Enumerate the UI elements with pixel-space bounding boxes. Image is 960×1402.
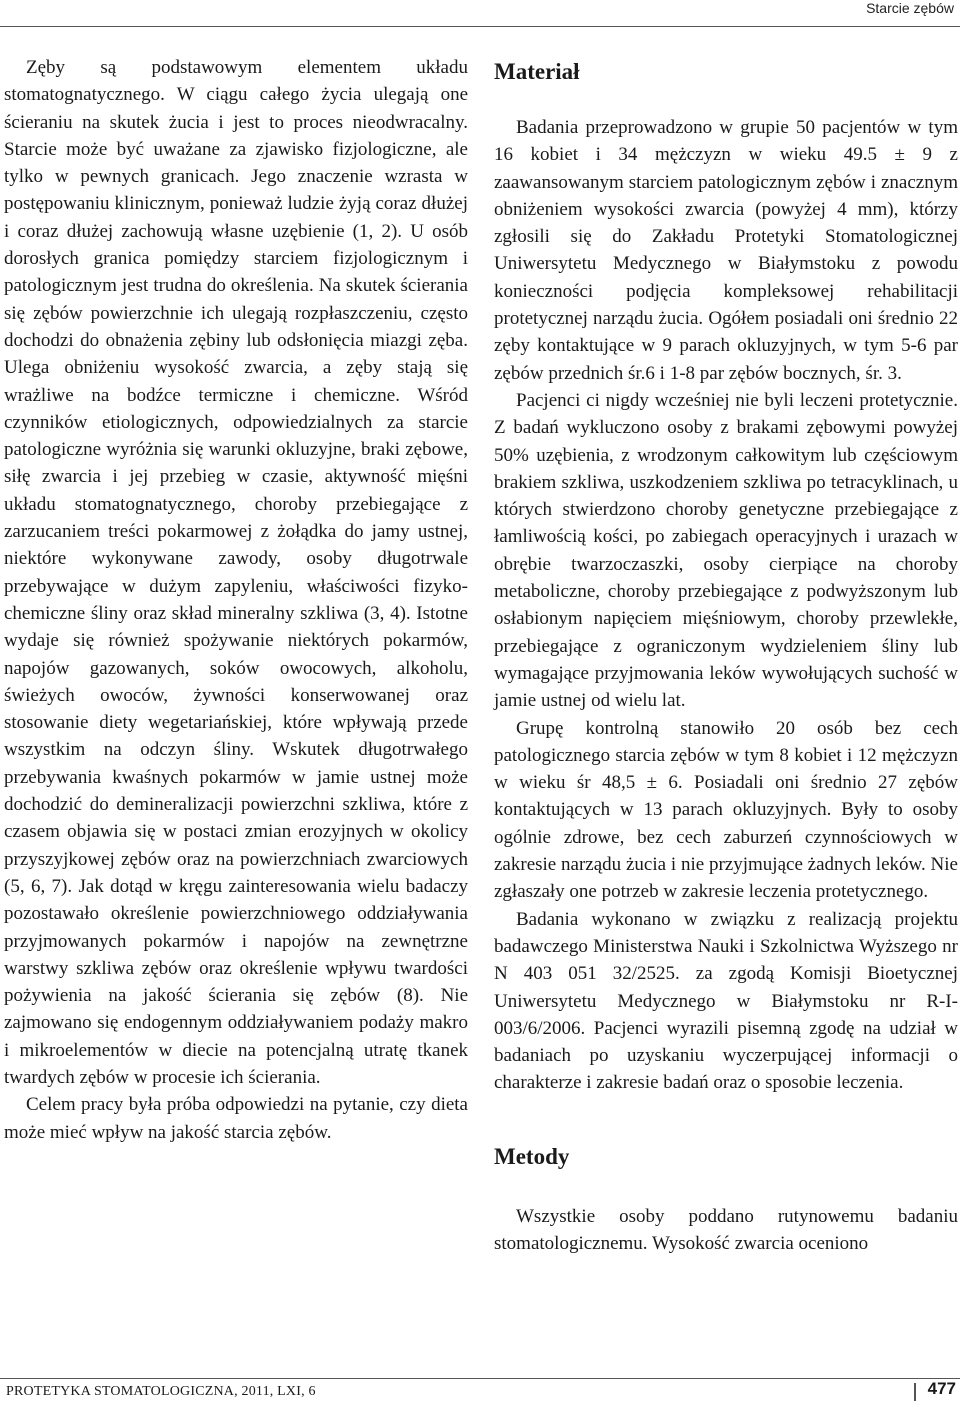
- page-number: 477: [927, 1379, 956, 1398]
- left-column: [4, 54, 468, 1146]
- journal-citation: PROTETYKA STOMATOLOGICZNA, 2011, LXI, 6: [6, 1384, 316, 1399]
- aim-paragraph: Celem pracy była próba odpowiedzi na pytanie, czy dieta może mieć wpływ na jakość starcia zębów.: [4, 1094, 468, 1143]
- material-paragraph: Grupę kontrolną stanowiło 20 osób bez cech patologicznego starcia zębów w tym 8 kobiet i 12 mężczyzn w wieku śr 48,5 ± 6. Posiadali oni średnio 27 zębów kontaktujących w 13 parach okluzyjnych. Były to osoby ogólnie zdrowe, bez cech zaburzeń czynnościowych w zakresie narządu żucia i nie przyjmujące żadnych leków. Nie zgłaszały one potrzeb w zakresie leczenia protetycznego.: [494, 717, 958, 903]
- running-title: Starcie zębów: [866, 0, 954, 16]
- right-column: [494, 54, 958, 1257]
- footer-divider: [914, 1383, 916, 1401]
- material-paragraph: Pacjenci ci nigdy wcześniej nie byli leczeni protetycznie. Z badań wykluczono osoby z brakami zębowymi powyżej 50% uzębienia, z wrodzonym całkowitym lub częściowym brakiem szkliwa, uszkodzeniem szkliwa po tetracyklinach, u których stwierdzono choroby genetyczne przebiegające z łamliwością kości, po zabiegach operacyjnych i urazach w obrębie twarzoczaszki, osoby cierpiące na choroby metaboliczne, choroby przebiegające z podwyższonym lub osłabionym napięciem mięśniowym, choroby przewlekłe, przebiegające z ograniczonym wydzieleniem śliny lub wymagające przyjmowania leków wywołujących suchość w jamie ustnej od wielu lat.: [494, 389, 958, 712]
- page-footer: [0, 1378, 960, 1402]
- material-paragraph: Badania przeprowadzono w grupie 50 pacjentów w tym 16 kobiet i 34 mężczyzn w wieku 49.5 ± 9 z zaawansowanym starciem patologicznym zębów i znacznym obniżeniem wysokości zwarcia (powyżej 4 mm), którzy zgłosili się do Zakładu Protetyki Stomatologicznej Uniwersytetu Medycznego w Białymstoku z powodu konieczności podjęcia kompleksowej rehabilitacji protetycznej narządu żucia. Ogółem posiadali oni średnio 22 zęby kontaktujące w 9 parach okluzyjnych, w tym 5-6 par zębów przednich śr.6 i 1-8 par zębów bocznych, śr. 3.: [494, 117, 958, 384]
- intro-paragraph: Zęby są podstawowym elementem układu stomatognatycznego. W ciągu całego życia ulegają one ścieraniu na skutek żucia i jest to proces nieodwracalny. Starcie może być uważane za zjawisko fizjologiczne, ale tylko w pewnych granicach. Jego znaczenie wzrasta w postępowaniu klinicznym, ponieważ ludzie żyją coraz dłużej i coraz dłużej zachowują własne uzębienie (1, 2). U osób dorosłych granica pomiędzy starciem fizjologicznym i patologicznym jest trudna do określenia. Na skutek ścierania się zębów powierzchnie ich ulegają rozpłaszczeniu, często dochodzi do obnażenia zębiny lub odsłonięcia miazgi zęba. Ulega obniżeniu wysokość zwarcia, a zęby stają się wrażliwe na bodźce termiczne i chemiczne. Wśród czynników etiologicznych, odpowiedzialnych za starcie patologiczne wyróżnia się warunki okluzyjne, braki zębowe, siłę zwarcia i jej przebieg w czasie, aktywność mięśni układu stomatognatycznego, choroby przebiegające z zarzucaniem treści pokarmowej z żołądka do jamy ustnej, niektóre wykonywane zawody, osoby długotrwale przebywające w dużym zapyleniu, właściwości fizyko-chemiczne śliny oraz skład mineralny szkliwa (3, 4). Istotne wydaje się również spożywanie niektórych pokarmów, napojów gazowanych, soków owocowych, alkoholu, świeżych owoców, żywności konserwowanej oraz stosowanie diety wegetariańskiej, które wpływają przede wszystkim na odczyn śliny. Wskutek długotrwałego przebywania kwaśnych pokarmów w jamie ustnej może dochodzić do demineralizacji powierzchni szkliwa, które z czasem objawia się w postaci zmian erozyjnych w okolicy przyszyjkowej zębów oraz na powierzchniach zwarciowych (5, 6, 7). Jak dotąd w kręgu zainteresowania wielu badaczy pozostawało określenie powierzchniowego oddziaływania przyjmowanych pokarmów i napojów na zewnętrzne warstwy szkliwa zębów oraz określenie wpływu twardości pożywienia na jakość ścierania się zębów (8). Nie zajmowano się endogennym oddziaływaniem podaży makro i mikroelementów w diecie na potencjalną utratę tkanek twardych zębów w procesie ich ścierania.: [4, 57, 468, 1088]
- section-heading-material: Materiał: [494, 59, 580, 84]
- running-header: [0, 0, 960, 27]
- material-paragraph: Badania wykonano w związku z realizacją projektu badawczego Ministerstwa Nauki i Szkolnictwa Wyższego nr N 403 051 32/2525. za zgodą Komisji Bioetycznej Uniwersytetu Medycznego w Białymstoku nr R-I-003/6/2006. Pacjenci wyrazili pisemną zgodę na udział w badaniach po uzyskaniu wyczerpującej informacji o charakterze i zakresie badań oraz o sposobie leczenia.: [494, 908, 958, 1094]
- section-heading-metody: Metody: [494, 1143, 570, 1169]
- metody-paragraph: Wszystkie osoby poddano rutynowemu badaniu stomatologicznemu. Wysokość zwarcia oceniono: [494, 1205, 958, 1254]
